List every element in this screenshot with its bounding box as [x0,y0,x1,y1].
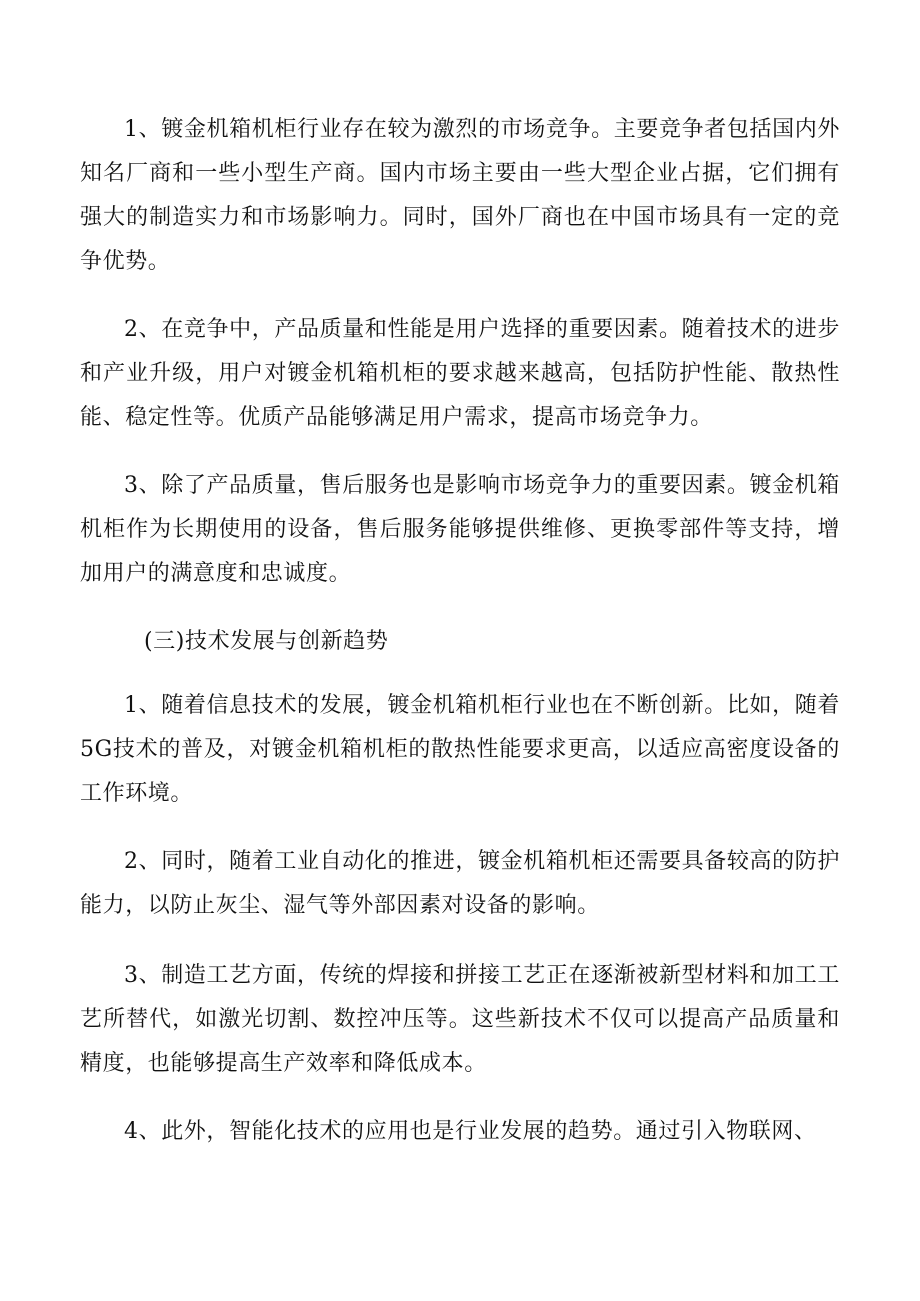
paragraph-automation: 2、同时，随着工业自动化的推进，镀金机箱机柜还需要具备较高的防护能力，以防止灰尘、湿气等外部因素对设备的影响。 [80,849,840,918]
paragraph-innovation: 1、随着信息技术的发展，镀金机箱机柜行业也在不断创新。比如，随着5G技术的普及，对镀金机箱机柜的散热性能要求更高，以适应高密度设备的工作环境。 [80,693,840,806]
paragraph-quality: 2、在竞争中，产品质量和性能是用户选择的重要因素。随着技术的进步和产业升级，用户对镀金机箱机柜的要求越来越高，包括防护性能、散热性能、稳定性等。优质产品能够满足用户需求，提高市场竞争力。 [80,317,840,430]
paragraph-competition: 1、镀金机箱机柜行业存在较为激烈的市场竞争。主要竞争者包括国内外知名厂商和一些小型生产商。国内市场主要由一些大型企业占据，它们拥有强大的制造实力和市场影响力。同时，国外厂商也在中国市场具有一定的竞争优势。 [80,117,840,274]
paragraph-manufacturing: 3、制造工艺方面，传统的焊接和拼接工艺正在逐渐被新型材料和加工工艺所替代，如激光切割、数控冲压等。这些新技术不仅可以提高产品质量和精度，也能够提高生产效率和降低成本。 [80,963,840,1076]
paragraph-after-sales: 3、除了产品质量，售后服务也是影响市场竞争力的重要因素。镀金机箱机柜作为长期使用的设备，售后服务能够提供维修、更换零部件等支持，增加用户的满意度和忠诚度。 [80,473,840,586]
paragraph-intelligence: 4、此外，智能化技术的应用也是行业发展的趋势。通过引入物联网、 [124,1119,817,1144]
document-page [80,108,840,1154]
section-heading: (三)技术发展与创新趋势 [144,629,389,654]
